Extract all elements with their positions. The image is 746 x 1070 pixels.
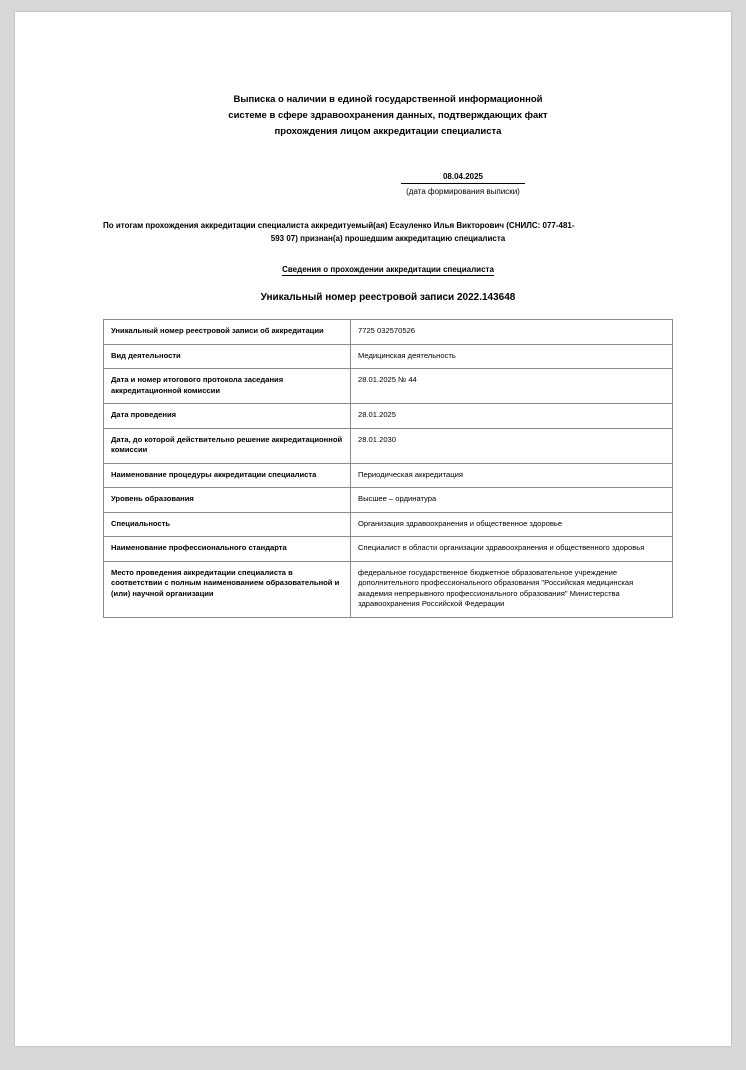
row-label: Уровень образования xyxy=(104,488,351,513)
page-title-line-1: Выписка о наличии в единой государственной информационной xyxy=(233,94,543,105)
row-value: 28.01.2030 xyxy=(351,428,673,463)
summary-line-1: По итогам прохождения аккредитации специалиста аккредитуемый(ая) Есауленко Илья Викторович (СНИЛС: 077-481- xyxy=(103,221,575,230)
table-row xyxy=(104,369,673,404)
page-title-line-3: прохождения лицом аккредитации специалиста xyxy=(274,126,502,137)
row-label: Уникальный номер реестровой записи об аккредитации xyxy=(104,320,351,345)
table-row xyxy=(104,512,673,537)
row-label: Вид деятельности xyxy=(104,344,351,369)
row-label: Дата проведения xyxy=(104,404,351,429)
table-row xyxy=(104,537,673,562)
row-value: Медицинская деятельность xyxy=(351,344,673,369)
table-row xyxy=(104,488,673,513)
row-label: Наименование профессионального стандарта xyxy=(104,537,351,562)
row-label: Дата, до которой действительно решение аккредитационной комиссии xyxy=(104,428,351,463)
accreditation-info-table xyxy=(103,319,673,618)
row-value: Специалист в области организации здравоохранения и общественного здоровья xyxy=(351,537,673,562)
row-value: федеральное государственное бюджетное образовательное учреждение дополнительного профессионального образования "Российская медицинская академия непрерывного профессионального образования" Министерства здравоохранения Российской Федерации xyxy=(351,561,673,617)
row-value: Организация здравоохранения и общественное здоровье xyxy=(351,512,673,537)
summary-paragraph xyxy=(103,219,673,245)
row-value: 28.01.2025 № 44 xyxy=(351,369,673,404)
row-label: Дата и номер итогового протокола заседания аккредитационной комиссии xyxy=(104,369,351,404)
record-number-heading: Уникальный номер реестровой записи 2022.143648 xyxy=(260,292,516,303)
row-value: Периодическая аккредитация xyxy=(351,463,673,488)
document-content xyxy=(103,92,673,618)
table-row xyxy=(104,320,673,345)
formation-date-caption: (дата формирования выписки) xyxy=(406,187,520,196)
table-row xyxy=(104,463,673,488)
formation-date-value: 08.04.2025 xyxy=(401,171,525,184)
section-heading xyxy=(103,265,673,274)
page-title-line-2: системе в сфере здравоохранения данных, подтверждающих факт xyxy=(228,110,548,121)
formation-date-inner xyxy=(401,166,525,197)
row-label: Место проведения аккредитации специалиста в соответствии с полным наименованием образовательной и (или) научной организации xyxy=(104,561,351,617)
table-row xyxy=(104,428,673,463)
row-value: Высшее – ординатура xyxy=(351,488,673,513)
summary-line-2: 593 07) признан(а) прошедшим аккредитацию специалиста xyxy=(270,234,506,243)
section-heading-text: Сведения о прохождении аккредитации специалиста xyxy=(282,265,494,274)
row-label: Специальность xyxy=(104,512,351,537)
table-row xyxy=(104,404,673,429)
formation-date-block xyxy=(103,166,673,199)
table-row xyxy=(104,561,673,617)
document-page xyxy=(15,12,731,1046)
row-label: Наименование процедуры аккредитации специалиста xyxy=(104,463,351,488)
table-row xyxy=(104,344,673,369)
row-value: 28.01.2025 xyxy=(351,404,673,429)
page-title xyxy=(188,92,588,140)
row-value: 7725 032570526 xyxy=(351,320,673,345)
